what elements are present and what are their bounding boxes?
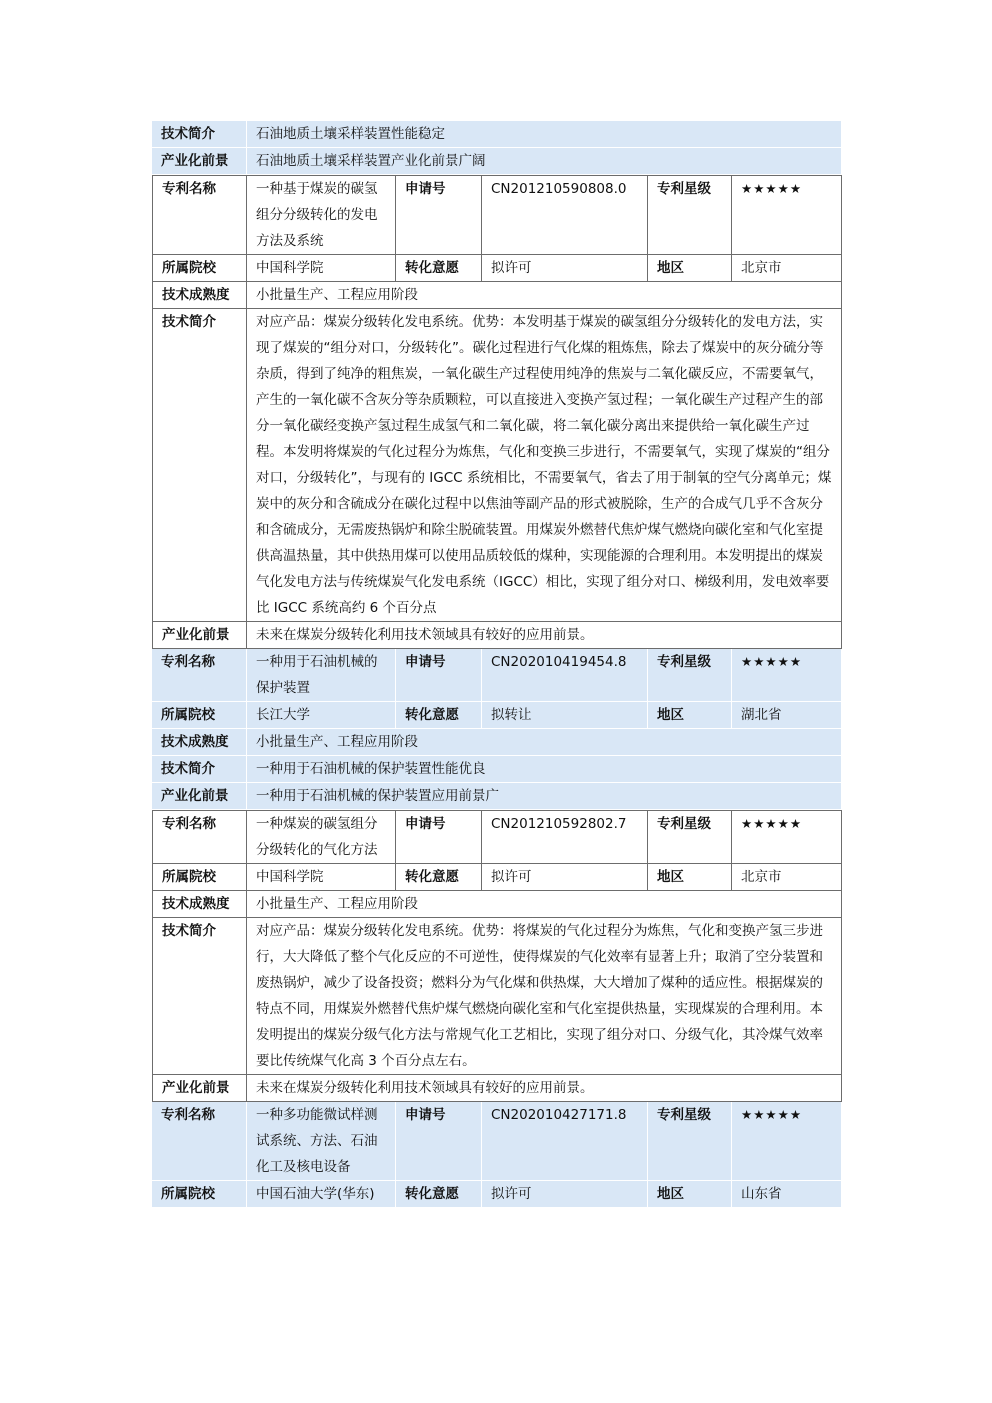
patent-2-school-row xyxy=(152,702,842,729)
app-no-label: 申请号 xyxy=(396,649,482,702)
maturity-label: 技术成熟度 xyxy=(152,282,247,309)
region-label: 地区 xyxy=(648,702,732,729)
patent-name: 一种基于煤炭的碳氢组分分级转化的发电方法及系统 xyxy=(247,175,396,255)
intent-label: 转化意愿 xyxy=(396,1181,482,1208)
intent-value: 拟许可 xyxy=(482,1181,648,1208)
star-label: 专利星级 xyxy=(648,810,732,864)
app-no-label: 申请号 xyxy=(396,1102,482,1181)
patent-2-prospect-row xyxy=(152,783,842,810)
school-value: 中国石油大学(华东) xyxy=(247,1181,396,1208)
school-label: 所属院校 xyxy=(152,702,247,729)
school-value: 长江大学 xyxy=(247,702,396,729)
patent-name: 一种多功能微试样测试系统、方法、石油化工及核电设备 xyxy=(247,1102,396,1181)
patent-3-header-row xyxy=(152,810,842,864)
app-no-value: CN201210590808.0 xyxy=(482,175,648,255)
star-label: 专利星级 xyxy=(648,649,732,702)
name-label: 专利名称 xyxy=(152,1102,247,1181)
intent-value: 拟许可 xyxy=(482,864,648,891)
intent-value: 拟转让 xyxy=(482,702,648,729)
prospect-label: 产业化前景 xyxy=(152,783,247,810)
prospect-value: 未来在煤炭分级转化利用技术领域具有较好的应用前景。 xyxy=(247,1075,842,1102)
region-label: 地区 xyxy=(648,1181,732,1208)
region-value: 北京市 xyxy=(732,255,842,282)
patent-1-prospect-row xyxy=(152,622,842,649)
maturity-value: 小批量生产、工程应用阶段 xyxy=(247,282,842,309)
patent-4-school-row xyxy=(152,1181,842,1208)
intro-value: 对应产品：煤炭分级转化发电系统。优势：本发明基于煤炭的碳氢组分分级转化的发电方法，实现了煤炭的“组分对口，分级转化”。碳化过程进行气化煤的粗炼焦，除去了煤炭中的灰分硫分等杂质，得到了纯净的粗焦炭，一氧化碳生产过程使用纯净的焦炭与二氧化碳反应，不需要氧气，产生的一氧化碳不含灰分等杂质颗粒，可以直接进入变换产氢过程；一氧化碳生产过程产生的部分一氧化碳经变换产氢过程生成氢气和二氧化碳，将二氧化碳分离出来提供给一氧化碳生产过程。本发明将煤炭的气化过程分为炼焦，气化和变换三步进行，不需要氧气，实现了煤炭的“组分对口，分级转化”，与现有的 IGCC 系统相比，不需要氧气，省去了用于制氧的空气分离单元；煤炭中的灰分和含硫成分在碳化过程中以焦油等副产品的形式被脱除，生产的合成气几乎不含灰分和含硫成分，无需废热锅炉和除尘脱硫装置。用煤炭外燃替代焦炉煤气燃烧向碳化室和气化室提供高温热量，其中供热用煤可以使用品质较低的煤种，实现能源的合理利用。本发明提出的煤炭气化发电方法与传统煤炭气化发电系统（IGCC）相比，实现了组分对口、梯级利用，发电效率要比 IGCC 系统高约 6 个百分点 xyxy=(247,309,842,622)
maturity-label: 技术成熟度 xyxy=(152,729,247,756)
intro-value: 对应产品：煤炭分级转化发电系统。优势：将煤炭的气化过程分为炼焦，气化和变换产氢三步进行，大大降低了整个气化反应的不可逆性，使得煤炭的气化效率有显著上升；取消了空分装置和废热锅炉，减少了设备投资；燃料分为气化煤和供热煤，大大增加了煤种的适应性。根据煤炭的特点不同，用煤炭外燃替代焦炉煤气燃烧向碳化室和气化室提供热量，实现煤炭的合理利用。本发明提出的煤炭分级气化方法与常规气化工艺相比，实现了组分对口、分级气化，其冷煤气效率要比传统煤气化高 3 个百分点左右。 xyxy=(247,918,842,1075)
intent-value: 拟许可 xyxy=(482,255,648,282)
prospect-value: 石油地质土壤采样装置产业化前景广阔 xyxy=(247,148,842,175)
patent-2-intro-row xyxy=(152,756,842,783)
patent-name: 一种煤炭的碳氢组分分级转化的气化方法 xyxy=(247,810,396,864)
patent-3-prospect-row xyxy=(152,1075,842,1102)
region-label: 地区 xyxy=(648,864,732,891)
maturity-value: 小批量生产、工程应用阶段 xyxy=(247,729,842,756)
patent-4-header-row xyxy=(152,1102,842,1181)
intro-label: 技术简介 xyxy=(152,309,247,622)
patent-table xyxy=(152,121,842,1208)
region-value: 北京市 xyxy=(732,864,842,891)
patent-2-maturity-row xyxy=(152,729,842,756)
intro-label: 技术简介 xyxy=(152,918,247,1075)
school-label: 所属院校 xyxy=(152,255,247,282)
patent-listing xyxy=(152,121,842,1208)
patent-2-header-row xyxy=(152,649,842,702)
patent-1-intro-row xyxy=(152,309,842,622)
patent-3-maturity-row xyxy=(152,891,842,918)
star-rating: ★★★★★ xyxy=(732,1102,842,1181)
prospect-label: 产业化前景 xyxy=(152,148,247,175)
app-no-label: 申请号 xyxy=(396,810,482,864)
star-label: 专利星级 xyxy=(648,175,732,255)
region-label: 地区 xyxy=(648,255,732,282)
patent-3-school-row xyxy=(152,864,842,891)
intent-label: 转化意愿 xyxy=(396,864,482,891)
school-value: 中国科学院 xyxy=(247,255,396,282)
prospect-label: 产业化前景 xyxy=(152,1075,247,1102)
app-no-value: CN201210592802.7 xyxy=(482,810,648,864)
patent-1-header-row xyxy=(152,175,842,255)
app-no-value: CN202010427171.8 xyxy=(482,1102,648,1181)
name-label: 专利名称 xyxy=(152,175,247,255)
school-value: 中国科学院 xyxy=(247,864,396,891)
region-value: 湖北省 xyxy=(732,702,842,729)
app-no-value: CN202010419454.8 xyxy=(482,649,648,702)
intro-value: 石油地质土壤采样装置性能稳定 xyxy=(247,121,842,148)
star-rating: ★★★★★ xyxy=(732,810,842,864)
intent-label: 转化意愿 xyxy=(396,255,482,282)
name-label: 专利名称 xyxy=(152,649,247,702)
patent-3-intro-row xyxy=(152,918,842,1075)
region-value: 山东省 xyxy=(732,1181,842,1208)
maturity-value: 小批量生产、工程应用阶段 xyxy=(247,891,842,918)
intro-label: 技术简介 xyxy=(152,121,247,148)
prospect-value: 未来在煤炭分级转化利用技术领域具有较好的应用前景。 xyxy=(247,622,842,649)
prev-intro-row xyxy=(152,121,842,148)
patent-1-maturity-row xyxy=(152,282,842,309)
app-no-label: 申请号 xyxy=(396,175,482,255)
intro-label: 技术简介 xyxy=(152,756,247,783)
prospect-label: 产业化前景 xyxy=(152,622,247,649)
name-label: 专利名称 xyxy=(152,810,247,864)
prev-prospect-row xyxy=(152,148,842,175)
intro-value: 一种用于石油机械的保护装置性能优良 xyxy=(247,756,842,783)
school-label: 所属院校 xyxy=(152,864,247,891)
intent-label: 转化意愿 xyxy=(396,702,482,729)
patent-1-school-row xyxy=(152,255,842,282)
school-label: 所属院校 xyxy=(152,1181,247,1208)
star-rating: ★★★★★ xyxy=(732,175,842,255)
prospect-value: 一种用于石油机械的保护装置应用前景广 xyxy=(247,783,842,810)
star-rating: ★★★★★ xyxy=(732,649,842,702)
star-label: 专利星级 xyxy=(648,1102,732,1181)
maturity-label: 技术成熟度 xyxy=(152,891,247,918)
patent-name: 一种用于石油机械的保护装置 xyxy=(247,649,396,702)
